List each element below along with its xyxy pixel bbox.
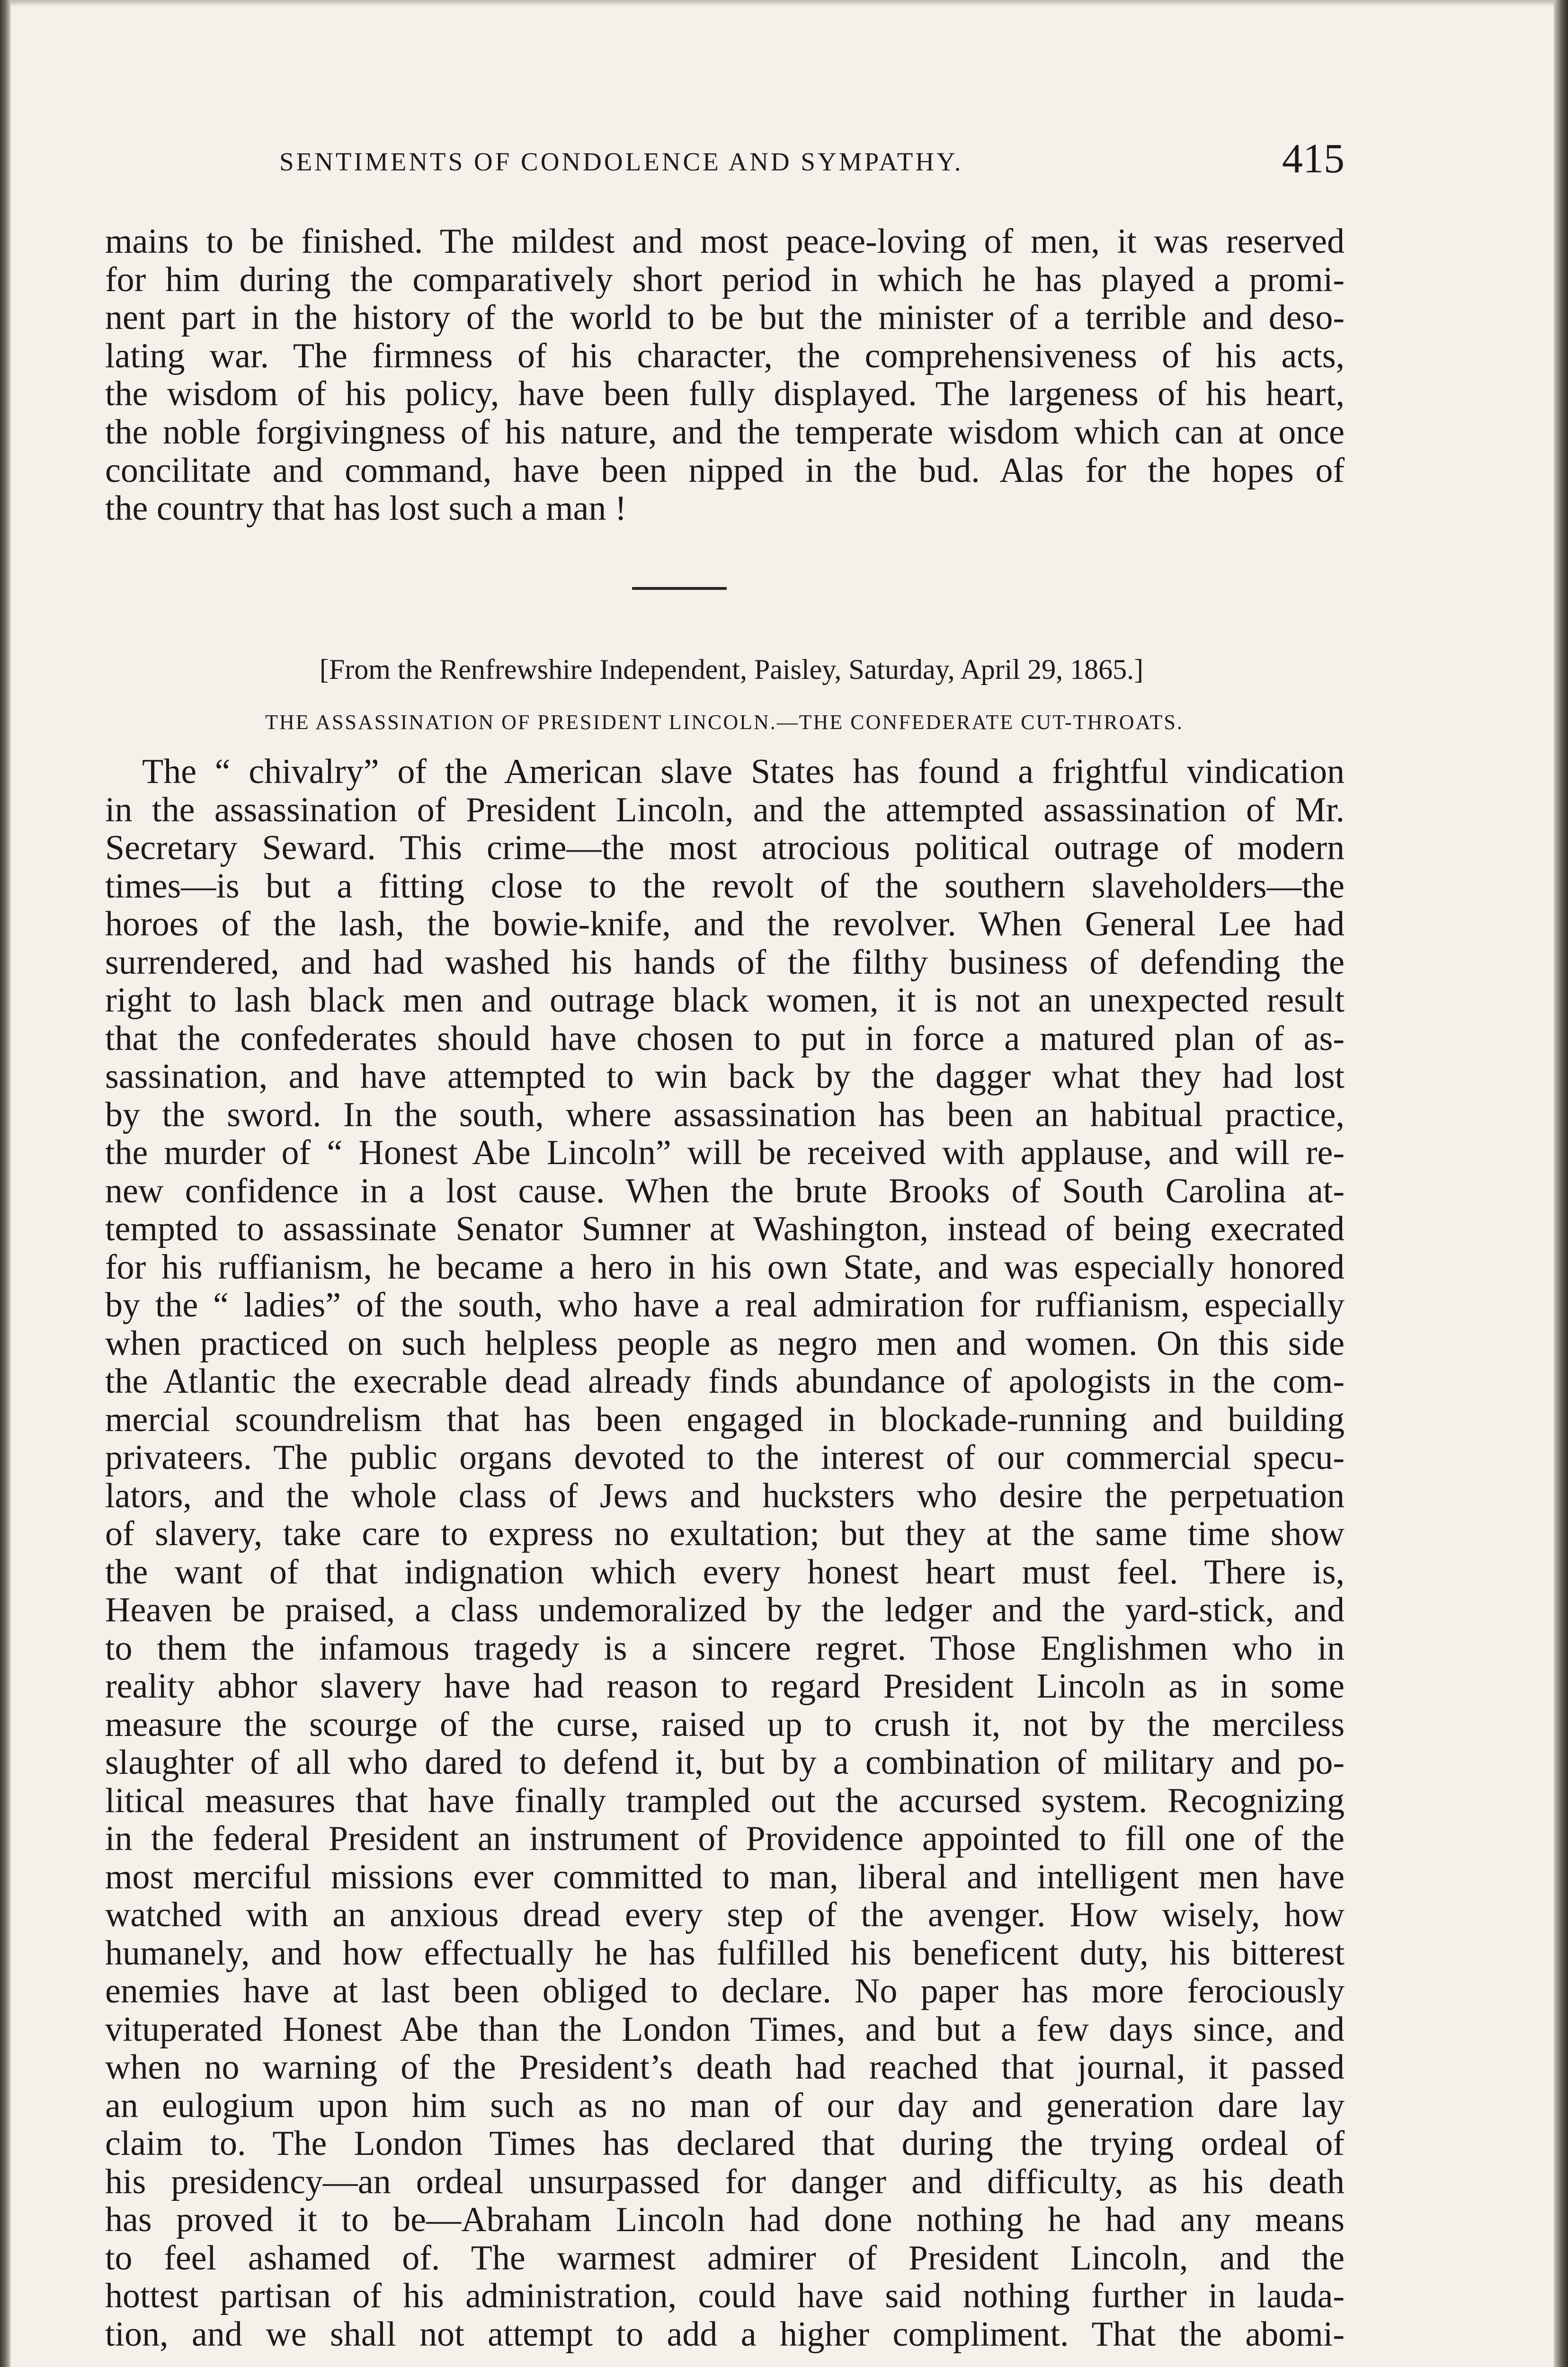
running-head	[279, 135, 1345, 192]
text-line: for his ruffianism, he became a hero in his own State, and was especially honored	[105, 1247, 1345, 1287]
text-line: in the federal President an instrument of Providence appointed to fill one of the	[105, 1819, 1345, 1858]
text-line: humanely, and how effectually he has fulfilled his beneficent duty, his bitterest	[105, 1933, 1345, 1973]
text-line: watched with an anxious dread every step of the avenger. How wisely, how	[105, 1895, 1345, 1934]
text-line: measure the scourge of the curse, raised up to crush it, not by the merciless	[105, 1705, 1345, 1744]
text-line: the Atlantic the execrable dead already finds abundance of apologists in the com-	[105, 1362, 1345, 1401]
text-line: horoes of the lash, the bowie-knife, and the revolver. When General Lee had	[105, 905, 1345, 943]
text-line: in the assassination of President Lincoln, and the attempted assassination of Mr.	[105, 790, 1345, 829]
text-line: nent part in the history of the world to be but the minister of a terrible and deso-	[105, 298, 1345, 338]
text-line: the noble forgivingness of his nature, and the temperate wisdom which can at once	[105, 412, 1345, 452]
running-title: SENTIMENTS OF CONDOLENCE AND SYMPATHY.	[279, 147, 963, 176]
text-line: to them the infamous tragedy is a sincere regret. Those Englishmen who in	[105, 1628, 1345, 1668]
text-line: Secretary Seward. This crime—the most atrocious political outrage of modern	[105, 828, 1345, 867]
page-number: 415	[1282, 136, 1345, 182]
text-line: an eulogium upon him such as no man of our day and generation dare lay	[105, 2086, 1345, 2125]
text-line: Heaven be praised, a class undemoralized by the ledger and the yard-stick, and	[105, 1591, 1345, 1629]
text-line: vituperated Honest Abe than the London Times, and but a few days since, and	[105, 2010, 1345, 2049]
page-left-edge-shadow	[0, 0, 10, 2367]
text-line: surrendered, and had washed his hands of the filthy business of defending the	[105, 943, 1345, 982]
text-line: claim to. The London Times has declared that during the trying ordeal of	[105, 2124, 1345, 2163]
text-line: litical measures that have finally trampled out the accursed system. Recognizing	[105, 1781, 1345, 1820]
text-line: lators, and the whole class of Jews and hucksters who desire the perpetuation	[105, 1476, 1345, 1515]
article-source: [From the Renfrewshire Independent, Paisley, Saturday, April 29, 1865.]	[319, 654, 1144, 685]
text-line: when practiced on such helpless people as negro men and women. On this side	[105, 1324, 1345, 1363]
text-line: tion, and we shall not attempt to add a higher compliment. That the abomi-	[105, 2314, 1345, 2354]
text-line: the country that has lost such a man !	[105, 489, 627, 528]
article-body	[105, 753, 1345, 2353]
text-line: slaughter of all who dared to defend it, but by a combination of military and po-	[105, 1743, 1345, 1782]
text-line: mercial scoundrelism that has been engaged in blockade-running and building	[105, 1400, 1345, 1439]
text-line: that the confederates should have chosen to put in force a matured plan of as-	[105, 1019, 1345, 1058]
text-line: his presidency—an ordeal unsurpassed for danger and difficulty, as his death	[105, 2162, 1345, 2201]
article-headline: THE ASSASSINATION OF PRESIDENT LINCOLN.—THE CONFEDERATE CUT-THROATS.	[265, 711, 1184, 734]
text-line: reality abhor slavery have had reason to regard President Lincoln as in some	[105, 1667, 1345, 1706]
text-line: times—is but a fitting close to the revolt of the southern slaveholders—the	[105, 866, 1345, 906]
text-line: to feel ashamed of. The warmest admirer of President Lincoln, and the	[105, 2238, 1345, 2278]
page-right-edge-shadow	[1554, 0, 1568, 2367]
text-line: by the “ ladies” of the south, who have a real admiration for ruffianism, especially	[105, 1286, 1345, 1325]
text-line: right to lash black men and outrage black women, it is not an unexpected result	[105, 981, 1345, 1020]
text-line: privateers. The public organs devoted to the interest of our commercial specu-	[105, 1438, 1345, 1477]
text-line: when no warning of the President’s death had reached that journal, it passed	[105, 2048, 1345, 2087]
text-line: mains to be finished. The mildest and most peace-loving of men, it was reserved	[105, 222, 1345, 261]
text-line: sassination, and have attempted to win back by the dagger what they had lost	[105, 1057, 1345, 1096]
text-line: The “ chivalry” of the American slave States has found a frightful vindication	[142, 752, 1345, 791]
text-line: the murder of “ Honest Abe Lincoln” will be received with applause, and will re-	[105, 1133, 1345, 1172]
text-line: the want of that indignation which every honest heart must feel. There is,	[105, 1552, 1345, 1592]
text-line: tempted to assassinate Senator Sumner at Washington, instead of being execrated	[105, 1210, 1345, 1248]
text-line: new confidence in a lost cause. When the brute Brooks of South Carolina at-	[105, 1171, 1345, 1210]
intro-paragraph	[105, 222, 1345, 528]
text-line: most merciful missions ever committed to man, liberal and intelligent men have	[105, 1857, 1345, 1896]
text-line: for him during the comparatively short period in which he has played a promi-	[105, 260, 1345, 299]
text-line: by the sword. In the south, where assassination has been an habitual practice,	[105, 1095, 1345, 1134]
text-line: of slavery, take care to express no exultation; but they at the same time show	[105, 1514, 1345, 1553]
text-line: has proved it to be—Abraham Lincoln had done nothing he had any means	[105, 2200, 1345, 2239]
text-line: the wisdom of his policy, have been fully displayed. The largeness of his heart,	[105, 374, 1345, 414]
section-divider-rule	[632, 587, 727, 590]
text-line: concilitate and command, have been nipped in the bud. Alas for the hopes of	[105, 451, 1345, 490]
text-line: lating war. The firmness of his character, the comprehensiveness of his acts,	[105, 336, 1345, 375]
page-top-edge-shadow	[0, 0, 1568, 7]
text-line: enemies have at last been obliged to declare. No paper has more ferociously	[105, 1972, 1345, 2011]
text-line: hottest partisan of his administration, could have said nothing further in lauda-	[105, 2277, 1345, 2315]
